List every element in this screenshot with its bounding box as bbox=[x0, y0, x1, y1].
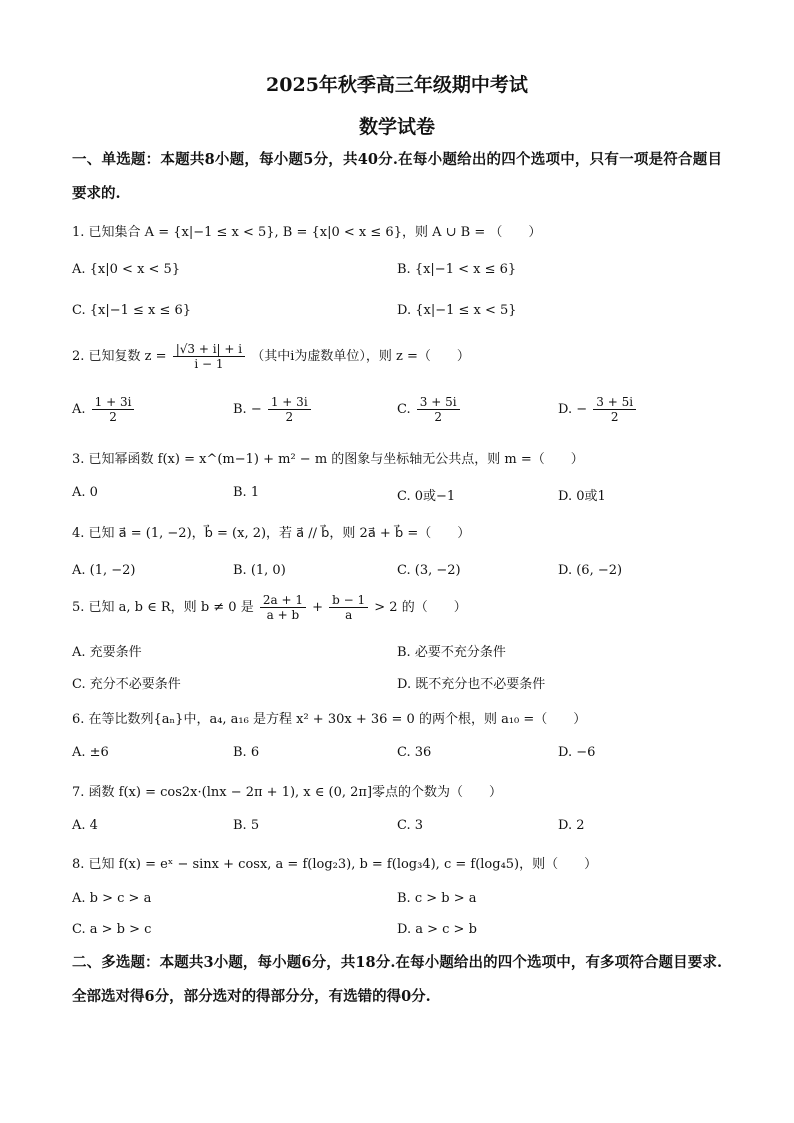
section-heading-multiple-choice: 二、多选题：本题共3小题，每小题6分，共18分.在每小题给出的四个选项中，有多项符合题目要求.全部选对得6分，部分选对的得部分分，有选错的得0分. bbox=[72, 954, 722, 1005]
question-6-option-a: A. ±6 bbox=[72, 745, 109, 760]
option-fraction bbox=[417, 395, 460, 424]
fraction-denominator: 2 bbox=[109, 410, 117, 424]
question-1-option-a: A. {x|0 < x < 5} bbox=[72, 262, 181, 277]
question-1-option-d: D. {x|−1 ≤ x < 5} bbox=[397, 303, 517, 318]
question-8-option-c: C. a > b > c bbox=[72, 922, 152, 937]
option-label: B. − bbox=[233, 402, 262, 417]
question-2-option-d bbox=[558, 395, 638, 424]
question-3-option-d: D. 0或1 bbox=[558, 489, 606, 504]
fraction-numerator: 2a + 1 bbox=[260, 593, 306, 608]
question-7-stem: 7. 函数 f(x) = cos2x·(lnx − 2π + 1), x ∈ (0, 2π]零点的个数为（ ） bbox=[72, 785, 503, 800]
question-5-option-c: C. 充分不必要条件 bbox=[72, 677, 181, 692]
question-2-option-b bbox=[233, 395, 313, 424]
question-5-option-d: D. 既不充分也不必要条件 bbox=[397, 677, 546, 692]
question-1-option-b: B. {x|−1 < x ≤ 6} bbox=[397, 262, 517, 277]
question-5-option-b: B. 必要不充分条件 bbox=[397, 645, 506, 660]
question-7-option-c: C. 3 bbox=[397, 818, 424, 833]
option-fraction bbox=[268, 395, 311, 424]
question-5-fraction-2 bbox=[329, 593, 368, 622]
question-8-stem: 8. 已知 f(x) = eˣ − sinx + cosx, a = f(log₂3), b = f(log₃4), c = f(log₄5)，则（ ） bbox=[72, 857, 598, 872]
fraction-numerator: 1 + 3i bbox=[92, 395, 135, 410]
question-3-option-a: A. 0 bbox=[72, 485, 98, 500]
question-1-stem: 1. 已知集合 A = {x|−1 ≤ x < 5}, B = {x|0 < x ≤ 6}，则 A ∪ B = （ ） bbox=[72, 225, 542, 240]
question-6-option-b: B. 6 bbox=[233, 745, 260, 760]
question-4-stem: 4. 已知 a⃗ = (1, −2)，b⃗ = (x, 2)，若 a⃗ // b⃗，则 2a⃗ + b⃗ =（ ） bbox=[72, 526, 471, 541]
question-5-stem-prefix: 5. 已知 a, b ∈ R，则 b ≠ 0 是 bbox=[72, 600, 254, 615]
question-2-stem bbox=[72, 342, 470, 371]
question-8-option-a: A. b > c > a bbox=[72, 891, 152, 906]
question-5-stem-suffix: > 2 的（ ） bbox=[374, 600, 467, 615]
question-5-option-a: A. 充要条件 bbox=[72, 645, 142, 660]
option-fraction bbox=[593, 395, 636, 424]
fraction-denominator: a + b bbox=[266, 608, 300, 622]
question-4-option-d: D. (6, −2) bbox=[558, 563, 623, 578]
question-2-fraction bbox=[173, 342, 245, 371]
fraction-denominator: 2 bbox=[610, 410, 619, 424]
question-3-option-c: C. 0或−1 bbox=[397, 489, 456, 504]
question-7-option-a: A. 4 bbox=[72, 818, 98, 833]
question-3-option-b: B. 1 bbox=[233, 485, 260, 500]
option-label: D. − bbox=[558, 402, 588, 417]
option-fraction bbox=[92, 395, 135, 424]
option-label: A. bbox=[72, 402, 86, 417]
question-3-stem: 3. 已知幂函数 f(x) = x^(m−1) + m² − m 的图象与坐标轴无公共点，则 m =（ ） bbox=[72, 452, 584, 467]
question-8-option-d: D. a > c > b bbox=[397, 922, 477, 937]
plus-sign: + bbox=[312, 600, 323, 615]
question-2-fraction-denominator: i − 1 bbox=[194, 357, 224, 371]
section-heading-single-choice: 一、单选题：本题共8小题，每小题5分，共40分.在每小题给出的四个选项中，只有一项是符合题目要求的. bbox=[72, 151, 722, 202]
fraction-denominator: a bbox=[345, 608, 353, 622]
question-4-option-a: A. (1, −2) bbox=[72, 563, 136, 578]
question-4-option-b: B. (1, 0) bbox=[233, 563, 286, 578]
fraction-numerator: 3 + 5i bbox=[593, 395, 636, 410]
exam-subtitle: 数学试卷 bbox=[358, 116, 435, 138]
question-2-option-c bbox=[397, 395, 462, 424]
question-6-stem: 6. 在等比数列{aₙ}中，a₄, a₁₆ 是方程 x² + 30x + 36 = 0 的两个根，则 a₁₀ =（ ） bbox=[72, 712, 587, 727]
question-2-option-a bbox=[72, 395, 136, 424]
question-6-option-d: D. −6 bbox=[558, 745, 596, 760]
question-5-fraction-1 bbox=[260, 593, 306, 622]
fraction-numerator: 3 + 5i bbox=[417, 395, 460, 410]
fraction-denominator: 2 bbox=[285, 410, 294, 424]
question-5-stem bbox=[72, 593, 467, 622]
question-1-option-c: C. {x|−1 ≤ x ≤ 6} bbox=[72, 303, 192, 318]
question-4-option-c: C. (3, −2) bbox=[397, 563, 461, 578]
fraction-denominator: 2 bbox=[434, 410, 442, 424]
question-7-option-d: D. 2 bbox=[558, 818, 585, 833]
question-2-stem-prefix: 2. 已知复数 z = bbox=[72, 349, 167, 364]
question-2-stem-suffix: （其中i为虚数单位），则 z =（ ） bbox=[251, 349, 470, 364]
exam-title: 2025年秋季高三年级期中考试 bbox=[266, 74, 528, 96]
fraction-numerator: 1 + 3i bbox=[268, 395, 311, 410]
fraction-numerator: b − 1 bbox=[329, 593, 368, 608]
question-7-option-b: B. 5 bbox=[233, 818, 260, 833]
question-2-fraction-numerator: |√3 + i| + i bbox=[173, 342, 245, 357]
option-label: C. bbox=[397, 402, 411, 417]
question-6-option-c: C. 36 bbox=[397, 745, 432, 760]
question-8-option-b: B. c > b > a bbox=[397, 891, 477, 906]
